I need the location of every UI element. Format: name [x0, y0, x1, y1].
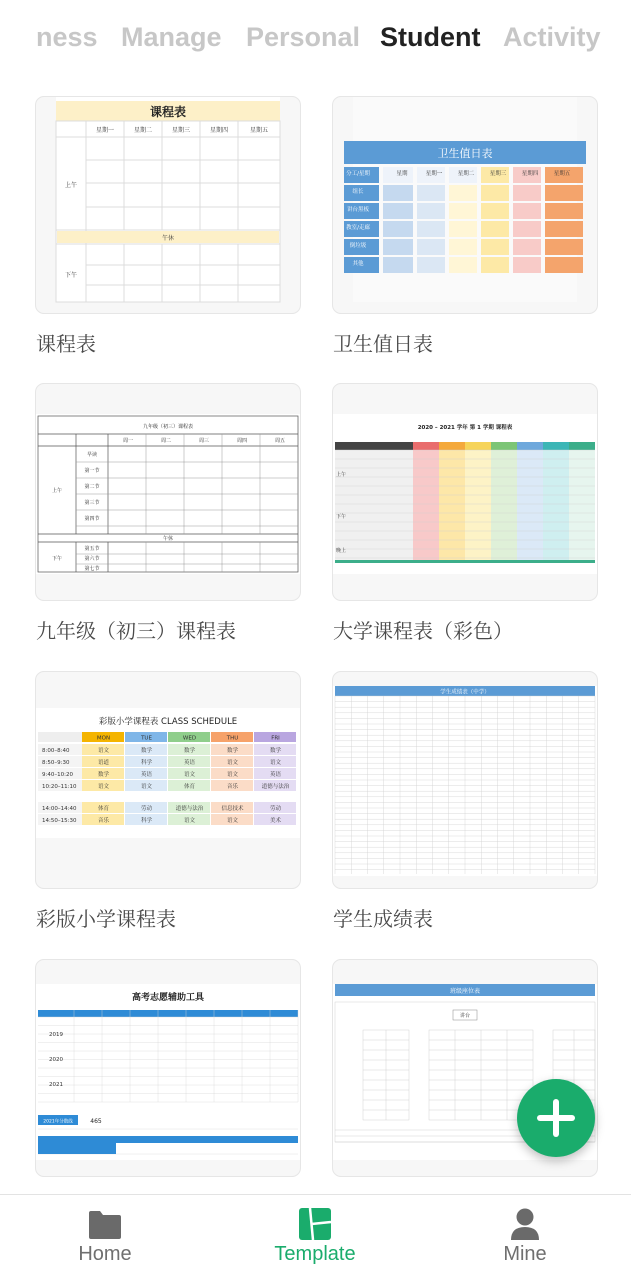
thumb-cell: 体育	[97, 806, 110, 812]
template-name: 课程表	[36, 332, 96, 356]
thumb-pm: 下午	[51, 556, 63, 562]
thumb-row: 教室/走廊	[346, 225, 370, 231]
tab-student[interactable]: Student	[380, 22, 481, 52]
thumb-cell: 语文	[183, 818, 196, 824]
nav-label: Template	[274, 1243, 356, 1265]
thumb-section: 下午	[335, 514, 347, 520]
thumb-cell: 数学	[183, 748, 196, 754]
thumb-period: 第六节	[84, 556, 100, 562]
thumb-title: 彩版小学课程表 CLASS SCHEDULE	[98, 717, 238, 727]
nav-template[interactable]	[235, 1195, 395, 1281]
thumb-cell: 英语	[140, 772, 153, 778]
template-name: 大学课程表（彩色）	[333, 619, 513, 643]
thumb-am: 上午	[64, 182, 78, 189]
thumb-period: 第一节	[84, 468, 100, 474]
thumb-time: 8:50–9:30	[42, 760, 70, 766]
thumb-time: 14:50–15:30	[42, 818, 77, 824]
thumb-title: 高考志愿辅助工具	[131, 993, 205, 1003]
thumb-cell: 英语	[183, 760, 196, 766]
thumb-cell: 音乐	[97, 818, 110, 824]
thumb-title: 班级座位表	[449, 988, 481, 995]
thumb-pm: 下午	[64, 272, 78, 279]
thumb-day: 星期四	[209, 127, 229, 134]
person-icon	[507, 1207, 543, 1241]
thumb-col: 周三	[198, 438, 210, 444]
add-button[interactable]	[517, 1079, 595, 1157]
thumb-cell: 语文	[226, 772, 239, 778]
template-card-duty-roster[interactable]	[332, 96, 598, 314]
thumb-period: 早读	[86, 452, 98, 458]
thumb-time: 9:40–10:20	[42, 772, 73, 778]
thumb-podium: 讲台	[459, 1013, 471, 1019]
thumb-cell: 数学	[140, 748, 153, 754]
nav-label: Home	[78, 1243, 132, 1265]
tab-manage[interactable]: Manage	[121, 22, 222, 52]
thumb-year: 2020	[49, 1057, 63, 1063]
thumb-title: 2020 – 2021 学年 第 1 学期 课程表	[417, 425, 513, 431]
thumb-title: 学生成绩表（中学）	[440, 689, 490, 696]
template-card-student-grades[interactable]	[332, 671, 598, 889]
nav-label: Mine	[503, 1243, 547, 1265]
thumb-row: 讲台黑板	[346, 207, 370, 213]
thumb-cell: 数学	[97, 772, 110, 778]
template-icon	[297, 1207, 333, 1241]
thumb-time: 10:20–11:10	[42, 784, 77, 790]
thumb-header: 星期二	[457, 171, 475, 177]
thumb-period: 第二节	[84, 484, 100, 490]
thumb-period: 第三节	[84, 500, 100, 506]
thumb-col: 周五	[274, 438, 286, 444]
thumb-cell: 信息技术	[221, 806, 244, 812]
thumb-cell: 科学	[140, 818, 153, 824]
thumb-day: MON	[96, 735, 111, 742]
thumb-score-label: 2021年分数线	[43, 1119, 73, 1125]
thumb-header: 分工/星期	[346, 171, 370, 177]
template-thumbnail	[346, 97, 577, 302]
thumb-day: THU	[226, 735, 239, 742]
tab-personal[interactable]: Personal	[246, 22, 361, 52]
template-name: 彩版小学课程表	[36, 907, 176, 931]
thumb-cell: 音乐	[226, 784, 239, 790]
thumb-col: 周一	[122, 438, 134, 444]
template-card-primary-schedule[interactable]	[35, 671, 301, 889]
thumb-col: 周四	[236, 438, 248, 444]
tab-business[interactable]: ness	[36, 22, 98, 52]
thumb-day: FRI	[271, 735, 280, 742]
thumb-header: 星期三	[489, 171, 507, 177]
thumb-cell: 语文	[226, 818, 239, 824]
thumb-cell: 道德与法治	[175, 806, 204, 812]
bottom-nav	[0, 1194, 631, 1281]
thumb-cell: 语文	[97, 784, 110, 790]
nav-home[interactable]	[25, 1195, 185, 1281]
thumb-period: 第五节	[84, 546, 100, 552]
thumb-cell: 语文	[183, 772, 196, 778]
thumb-day: 星期一	[95, 127, 115, 134]
tab-activity[interactable]: Activity	[503, 22, 601, 52]
thumb-header: 星期五	[553, 171, 571, 177]
thumb-cell: 英语	[269, 772, 282, 778]
thumb-cell: 道德与法治	[261, 784, 290, 790]
thumb-day: 星期五	[249, 127, 269, 134]
thumb-day: 星期三	[171, 127, 191, 134]
thumb-cell: 数学	[226, 748, 239, 754]
thumb-period: 第四节	[84, 516, 100, 522]
template-card-gaokao-tool[interactable]	[35, 959, 301, 1177]
template-card-grade9-schedule[interactable]	[35, 383, 301, 601]
folder-icon	[87, 1207, 123, 1241]
thumb-score: 465	[90, 1118, 102, 1125]
template-card-schedule[interactable]	[35, 96, 301, 314]
template-name: 卫生值日表	[333, 332, 433, 356]
category-tabs	[0, 0, 631, 80]
thumb-period: 第七节	[84, 566, 100, 572]
plus-icon	[517, 1079, 595, 1157]
thumb-year: 2021	[49, 1082, 63, 1088]
template-thumbnail	[56, 97, 280, 302]
template-name: 九年级（初三）课程表	[36, 619, 236, 643]
thumb-year: 2019	[49, 1032, 63, 1038]
thumb-cell: 语文	[269, 760, 282, 766]
thumb-cell: 劳动	[269, 806, 282, 812]
thumb-day: WED	[182, 735, 197, 742]
thumb-col: 周二	[160, 438, 172, 444]
template-card-college-schedule[interactable]	[332, 383, 598, 601]
thumb-cell: 语文	[140, 784, 153, 790]
thumb-cell: 劳动	[140, 806, 153, 812]
thumb-cell: 数学	[269, 748, 282, 754]
thumb-noon: 午休	[161, 235, 175, 242]
thumb-time: 8:00–8:40	[42, 748, 70, 754]
thumb-header: 星期	[396, 171, 408, 177]
thumb-title: 卫生值日表	[437, 147, 493, 160]
template-thumbnail	[333, 414, 597, 574]
template-name: 学生成绩表	[333, 907, 433, 931]
thumb-time: 14:00–14:40	[42, 806, 77, 812]
template-thumbnail	[333, 686, 597, 876]
thumb-am: 上午	[51, 488, 63, 494]
thumb-section: 上午	[335, 472, 347, 478]
thumb-row: 倒垃圾	[349, 243, 367, 249]
thumb-title: 课程表	[149, 105, 187, 119]
nav-mine[interactable]	[445, 1195, 605, 1281]
thumb-cell: 语文	[226, 760, 239, 766]
thumb-header: 星期一	[425, 171, 443, 177]
thumb-cell: 美术	[269, 818, 282, 824]
thumb-cell: 语文	[97, 748, 110, 754]
template-thumbnail	[36, 414, 300, 574]
thumb-cell: 科学	[140, 760, 153, 766]
thumb-cell: 体育	[183, 784, 196, 790]
thumb-day: 星期二	[133, 127, 153, 134]
thumb-section: 晚上	[335, 548, 347, 554]
thumb-title: 九年级（初三）课程表	[142, 424, 194, 430]
thumb-day: TUE	[141, 735, 152, 742]
template-thumbnail	[36, 708, 300, 838]
thumb-cell: 语道	[97, 760, 110, 766]
thumb-row: 组长	[352, 189, 364, 195]
thumb-noon: 午休	[162, 536, 174, 542]
thumb-row: 其他	[352, 261, 364, 267]
template-thumbnail	[36, 984, 300, 1160]
thumb-header: 星期四	[521, 171, 539, 177]
